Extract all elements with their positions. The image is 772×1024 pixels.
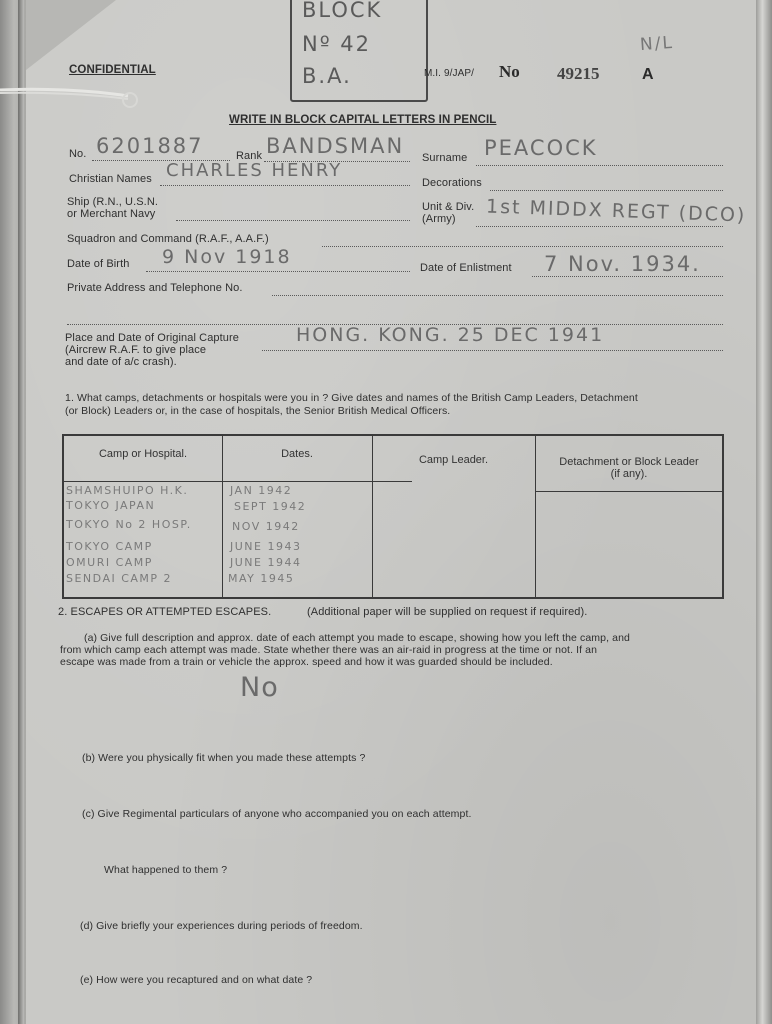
capture-label: Place and Date of Original Capture — [65, 332, 239, 344]
number-prefix: No — [499, 62, 520, 81]
rank-label: Rank — [236, 150, 263, 162]
binding-string-icon — [0, 84, 140, 114]
table-row-camp: TOKYO JAPAN — [66, 499, 156, 512]
surname-value: PEACOCK — [484, 136, 598, 160]
block-stamp — [290, 0, 428, 102]
question-2e-text: (e) How were you recaptured and on what date ? — [80, 974, 313, 986]
squadron-line — [322, 246, 723, 247]
no-label: No. — [69, 148, 87, 160]
christian-names-value: CHARLES HENRY — [166, 160, 343, 181]
header-camp-leader: Camp Leader. — [418, 454, 489, 466]
form-number: 49215 — [557, 64, 600, 83]
ship-line — [176, 220, 410, 221]
enlistment-value: 7 Nov. 1934. — [544, 252, 701, 276]
question-2b-text: (b) Were you physically fit when you made these attempts ? — [82, 752, 366, 764]
header-detachment-leader: Detachment or Block Leader (if any). — [559, 456, 699, 480]
address-label: Private Address and Telephone No. — [67, 282, 243, 294]
decorations-label: Decorations — [422, 177, 482, 189]
stamp-line-3: B.A. — [302, 64, 352, 88]
header-camp-or-hospital: Camp or Hospital. — [98, 448, 188, 460]
question-1-text-cont: (or Block) Leaders or, in the case of hospitals, the Senior British Medical Officers. — [65, 405, 451, 417]
merchant-navy-label: or Merchant Navy — [67, 208, 156, 220]
unit-line — [476, 226, 723, 227]
enlistment-label: Date of Enlistment — [420, 262, 512, 274]
table-row-date: SEPT 1942 — [234, 500, 307, 513]
decorations-line — [490, 190, 723, 191]
stamp-line-2: Nº 42 — [302, 32, 372, 56]
table-row-date: JAN 1942 — [230, 484, 293, 497]
table-row-camp: TOKYO No 2 HOSP. — [66, 518, 192, 531]
no-value: 6201887 — [96, 134, 204, 158]
form-reference: M.I. 9/JAP/ — [424, 68, 475, 79]
question-2-heading: 2. ESCAPES OR ATTEMPTED ESCAPES. — [58, 606, 272, 618]
capture-aircrew-label: (Aircrew R.A.F. to give place — [65, 344, 207, 356]
stamp-line-1: BLOCK — [302, 0, 383, 22]
question-2a-text-cont-2: escape was made from a train or vehicle the approx. speed and how it was guarded should be included. — [60, 656, 553, 668]
page-stack-edge — [756, 0, 772, 1024]
question-1-text: 1. What camps, detachments or hospitals were you in ? Give dates and names of the British Camp Leaders, Detachment — [65, 392, 638, 404]
capture-value: HONG. KONG. 25 DEC 1941 — [296, 324, 605, 346]
christian-names-label: Christian Names — [69, 173, 152, 185]
rank-value: BANDSMAN — [266, 134, 405, 158]
table-row-date: JUNE 1943 — [230, 540, 302, 553]
table-row-camp: OMURI CAMP — [66, 556, 153, 569]
question-2a-text: (a) Give full description and approx. date of each attempt you made to escape, showing how you left the camp, and — [84, 632, 630, 644]
address-line-1 — [272, 295, 723, 296]
ship-label: Ship (R.N., U.S.N. — [67, 196, 159, 208]
header-dates: Dates. — [281, 448, 313, 460]
table-row-camp: SENDAI CAMP 2 — [66, 572, 173, 585]
form-suffix: A — [642, 66, 654, 83]
capture-crash-label: and date of a/c crash). — [65, 356, 177, 368]
enlistment-line — [532, 276, 723, 277]
nil-annotation: N/L — [639, 32, 675, 56]
christian-names-line — [160, 185, 410, 186]
table-row-date: NOV 1942 — [232, 520, 300, 533]
folded-corner — [26, 0, 116, 70]
table-row-date: JUNE 1944 — [230, 556, 302, 569]
dob-line — [146, 271, 410, 272]
unit-label: Unit & Div. — [422, 201, 475, 213]
dob-label: Date of Birth — [67, 258, 130, 270]
unit-value: 1st MIDDX REGT (DCO) — [485, 195, 747, 227]
surname-label: Surname — [422, 152, 468, 164]
question-2-note: (Additional paper will be supplied on request if required). — [307, 606, 588, 618]
army-label: (Army) — [422, 213, 456, 225]
binder-edge — [18, 0, 24, 1024]
question-2a-text-cont: from which camp each attempt was made. State whether there was an air-raid in progress at the time or not. If an — [60, 644, 598, 656]
table-row-camp: SHAMSHUIPO H.K. — [66, 484, 189, 497]
capture-line — [262, 350, 723, 351]
question-2c-sub-text: What happened to them ? — [104, 864, 228, 876]
table-row-camp: TOKYO CAMP — [66, 540, 153, 553]
confidential-label: CONFIDENTIAL — [69, 64, 156, 76]
question-2d-text: (d) Give briefly your experiences during periods of freedom. — [80, 920, 363, 932]
squadron-label: Squadron and Command (R.A.F., A.A.F.) — [67, 233, 269, 245]
camps-table — [62, 434, 724, 599]
table-row-date: MAY 1945 — [228, 572, 295, 585]
dob-value: 9 Nov 1918 — [162, 246, 292, 268]
question-2a-answer: No — [240, 672, 279, 703]
instruction-heading: WRITE IN BLOCK CAPITAL LETTERS IN PENCIL — [229, 114, 497, 126]
question-2c-text: (c) Give Regimental particulars of anyone who accompanied you on each attempt. — [82, 808, 472, 820]
surname-line — [476, 165, 723, 166]
